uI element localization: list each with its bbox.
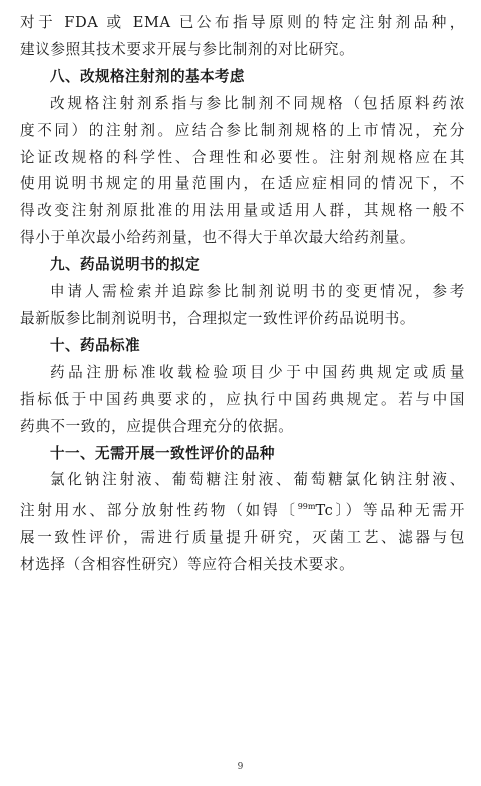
section-9-line-1: 申请人需检索并追踪参比制剂说明书的变更情况，参考 [50,283,465,301]
document-page [20,10,465,579]
section-10-heading: 十、药品标准 [50,336,140,354]
section-10-line-2: 指标低于中国药典要求的，应执行中国药典规定。若与中国 [20,390,465,408]
section-11-line-2 [20,494,465,525]
section-10-line-1: 药品注册标准收载检验项目少于中国药典规定或质量 [50,363,465,381]
page-number: 9 [237,762,244,772]
section-10-line-3: 药典不一致的，应提供合理充分的依据。 [20,417,294,435]
section-8-line-4: 使用说明书规定的用量范围内，在适应症相同的情况下，不 [20,175,465,193]
section-8-line-2: 度不同）的注射剂。应结合参比制剂规格的上市情况，充分 [20,121,465,139]
section-9-line-2: 最新版参比制剂说明书，合理拟定一致性评价药品说明书。 [20,309,416,327]
section-9-heading: 九、药品说明书的拟定 [50,256,200,274]
section-11-line-1: 氯化钠注射液、葡萄糖注射液、葡萄糖氯化钠注射液、 [50,471,465,489]
section-11-heading: 十一、无需开展一致性评价的品种 [50,444,275,462]
section-8-line-3: 论证改规格的科学性、合理性和必要性。注射剂规格应在其 [20,148,465,166]
intro-line-1: 对于 FDA 或 EMA 已公布指导原则的特定注射剂品种， [20,14,465,31]
section-11-line-2-tail: 〕）等品种无需开 [333,502,465,520]
section-8-line-1: 改规格注射剂系指与参比制剂不同规格（包括原料药浓 [50,94,465,112]
section-11-line-2-head: 注射用水、部分放射性药物（如锝〔 [20,502,298,520]
section-11-line-3: 展一致性评价，需进行质量提升研究，灭菌工艺、滤器与包 [20,529,465,547]
section-8-line-6: 得小于单次最小给药剂量，也不得大于单次最大给药剂量。 [20,229,416,247]
section-8-heading: 八、改规格注射剂的基本考虑 [50,67,245,85]
section-11-line-4: 材选择（含相容性研究）等应符合相关技术要求。 [20,556,355,574]
intro-line-2: 建议参照其技术要求开展与参比制剂的对比研究。 [20,40,355,58]
isotope-mass-number: 99m [297,502,316,512]
isotope-symbol: Tc [315,502,334,520]
section-8-line-5: 得改变注射剂原批准的用法用量或适用人群，其规格一般不 [20,202,465,220]
